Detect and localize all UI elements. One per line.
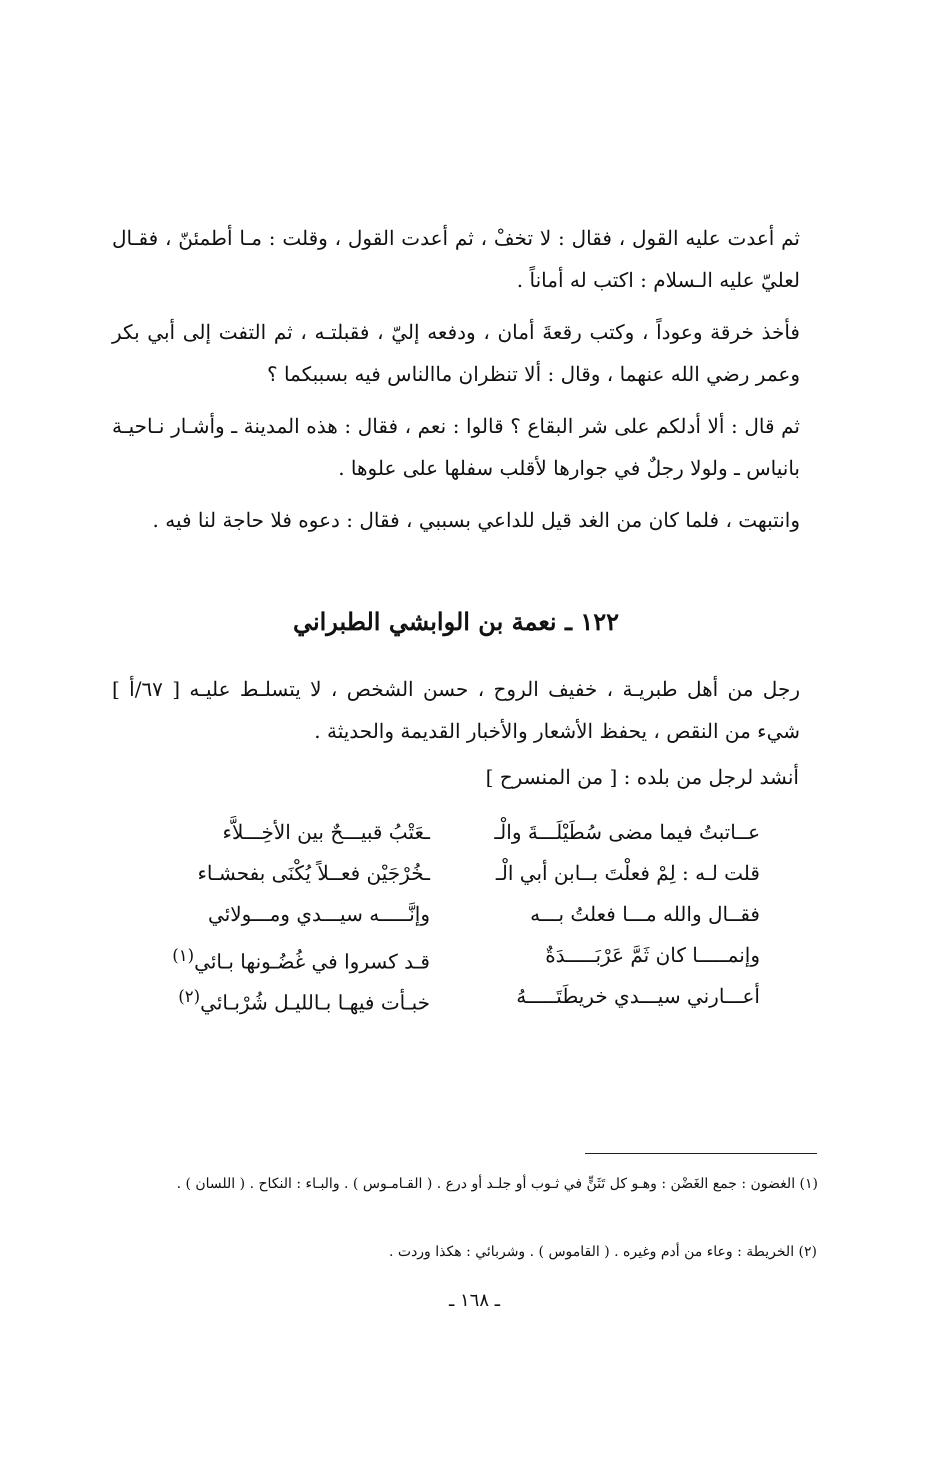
verse-second-hemistich bbox=[170, 976, 430, 1017]
footnote-marker: (٢) bbox=[178, 987, 201, 1006]
poem-verse bbox=[170, 976, 760, 1017]
paragraph-2: فأخذ خرقة وعوداً ، وكتب رقعةَ أمان ، ودفعه إليّ ، فقبلتـه ، ثم التفت إلى أبي بكر وعمر رضي الله عنهما ، وقال : ألا تنظران ماالناس فيه بسببكما ؟ bbox=[112, 320, 800, 386]
footnote-divider bbox=[585, 1153, 817, 1154]
poem-intro: أنشد لرجل من بلده : [ من المنسرح ] bbox=[485, 765, 799, 789]
verse-first-hemistich: فقــال والله مـــا فعلتُ بـــه bbox=[530, 902, 760, 926]
footnote-1: (١) الغضون : جمع الغَضْن : وهـو كل تَثَنٍّ في ثـوب أو جلـد أو درع . ( القـامـوس ) . والبـاء : النكاح . ( اللسان ) . bbox=[176, 1176, 818, 1192]
verse-second-hemistich: وإنَّـــــه سيـــدي ومـــولائي bbox=[208, 902, 430, 926]
paragraph-4: وانتبهت ، فلما كان من الغد قيل للداعي بسببي ، فقال : دعوه فلا حاجة لنا فيه . bbox=[152, 508, 800, 532]
footnote-marker: (١) bbox=[172, 946, 195, 965]
section-heading: ١٢٢ ـ نعمة بن الوابشي الطبراني bbox=[292, 607, 620, 636]
paragraph-1: ثم أعدت عليه القول ، فقال : لا تخفْ ، ثم أعدت القول ، وقلت : مـا أطمئنّ ، فقـال لعليّ عليه الـسلام : اكتب له أماناً . bbox=[112, 226, 800, 292]
verse-first-hemistich: عــاتبتُ فيما مضى سُطَيْلَـــةَ والْـ bbox=[494, 820, 760, 844]
verse-second-hemistich bbox=[170, 935, 430, 976]
poem-verse bbox=[170, 935, 760, 976]
verse-first-hemistich: قلت لـه : لِمْ فعلْتَ بــابن أبي الْـ bbox=[495, 861, 760, 885]
poem-verse bbox=[170, 812, 760, 853]
poem bbox=[170, 812, 760, 1017]
verse-text: قـد كسروا في غُضُـونها بـائي bbox=[194, 949, 430, 974]
footnote-2: (٢) الخريطة : وعاء من أدم وغيره . ( القاموس ) . وشربائي : هكذا وردت . bbox=[388, 1244, 817, 1260]
paragraph-3: ثم قال : ألا أدلكم على شر البقاع ؟ قالوا : نعم ، فقال : هذه المدينة ـ وأشـار نـاحيـة بانياس ـ ولولا رجلٌ في جوارها لأقلب سفلها على علوها . bbox=[112, 414, 800, 480]
bio-paragraph: رجل من أهل طبريـة ، خفيف الروح ، حسن الشخص ، لا يتسلـط عليـه [ ٦٧/أ ] شيء من النقص ، يحفظ الأشعار والأخبار القديمة والحديثة . bbox=[112, 677, 800, 743]
verse-text: خبـأت فيهـا بـالليـل شُرْبـائي bbox=[200, 990, 430, 1015]
poem-verse bbox=[170, 853, 760, 894]
page-number: ـ ١٦٨ ـ bbox=[448, 1290, 500, 1311]
verse-first-hemistich: أعـــارني سيـــدي خريطَتَـــــهُ bbox=[516, 984, 760, 1008]
poem-verse bbox=[170, 894, 760, 935]
verse-second-hemistich: ـعَتْبُ قبيـــحٌ بين الأخِـــلاَّء bbox=[222, 820, 430, 844]
verse-first-hemistich: وإنمـــــا كان ثَمَّ عَرْبَـــــدَةٌ bbox=[545, 943, 760, 967]
verse-second-hemistich: ـخُرْجَيْن فعــلاً يُكْنَى بفحشـاء bbox=[197, 861, 430, 885]
